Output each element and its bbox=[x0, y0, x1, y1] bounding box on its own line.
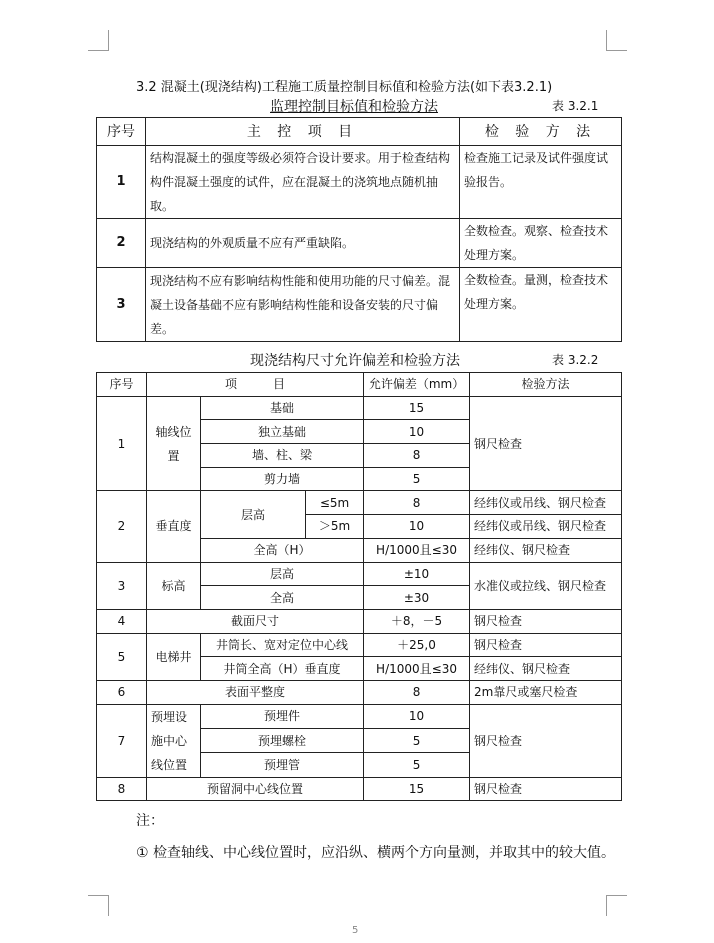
row-no: 2 bbox=[97, 219, 146, 268]
row-method: 经纬仪或吊线、钢尺检查 bbox=[470, 491, 622, 515]
note-item: ① 检查轴线、中心线位置时，应沿纵、横两个方向量测，并取其中的较大值。 bbox=[136, 845, 615, 861]
row-item: 剪力墙 bbox=[201, 467, 364, 491]
row-method: 经纬仪或吊线、钢尺检查 bbox=[470, 515, 622, 539]
row-item: 截面尺寸 bbox=[147, 609, 364, 633]
row-item: 基础 bbox=[201, 396, 364, 420]
row-item: 预埋件 bbox=[201, 704, 364, 728]
header-method: 检验方法 bbox=[470, 373, 622, 397]
row-value: 15 bbox=[364, 777, 470, 801]
corner-mark bbox=[88, 30, 109, 51]
notes-label: 注： bbox=[136, 813, 164, 829]
row-value: H/1000且≤30 bbox=[364, 538, 470, 562]
row-method: 全数检查。观察、检查技术处理方案。 bbox=[460, 219, 622, 268]
row-value: 8 bbox=[364, 680, 470, 704]
row-value: ＋25,0 bbox=[364, 633, 470, 657]
row-value: 8 bbox=[364, 444, 470, 468]
row-no: 2 bbox=[97, 491, 147, 562]
corner-mark bbox=[606, 30, 627, 51]
row-item: 表面平整度 bbox=[147, 680, 364, 704]
row-method: 钢尺检查 bbox=[470, 609, 622, 633]
table-row bbox=[97, 268, 622, 342]
table2-caption: 现浇结构尺寸允许偏差和检验方法 bbox=[250, 353, 460, 369]
row-group: 标高 bbox=[147, 562, 201, 609]
corner-mark bbox=[606, 895, 627, 916]
row-item: 全高 bbox=[201, 586, 364, 610]
row-item: 井筒长、宽对定位中心线 bbox=[201, 633, 364, 657]
table-row bbox=[97, 146, 622, 219]
table1-caption: 监理控制目标值和检验方法 bbox=[270, 99, 438, 115]
row-item: 全高（H） bbox=[201, 538, 364, 562]
row-item: 井筒全高（H）垂直度 bbox=[201, 657, 364, 681]
row-value: 15 bbox=[364, 396, 470, 420]
row-value: 8 bbox=[364, 491, 470, 515]
row-value: 10 bbox=[364, 515, 470, 539]
row-method: 钢尺检查 bbox=[470, 633, 622, 657]
section-title: 3.2 混凝土(现浇结构)工程施工质量控制目标值和检验方法(如下表3.2.1) bbox=[136, 80, 553, 95]
header-item: 主 控 项 目 bbox=[146, 118, 460, 146]
row-value: ＋8，－5 bbox=[364, 609, 470, 633]
row-item: 独立基础 bbox=[201, 420, 364, 444]
row-value: 10 bbox=[364, 420, 470, 444]
row-group: 预埋设施中心线位置 bbox=[147, 704, 201, 777]
header-method: 检 验 方 法 bbox=[460, 118, 622, 146]
row-no: 1 bbox=[97, 146, 146, 219]
row-no: 4 bbox=[97, 609, 147, 633]
row-value: 5 bbox=[364, 753, 470, 777]
row-condition: ＞5m bbox=[306, 515, 364, 539]
table2-label: 表 3.2.2 bbox=[552, 353, 599, 367]
row-item: 墙、柱、梁 bbox=[201, 444, 364, 468]
row-item: 层高 bbox=[201, 562, 364, 586]
row-value: ±10 bbox=[364, 562, 470, 586]
row-value: 5 bbox=[364, 467, 470, 491]
row-item: 结构混凝土的强度等级必须符合设计要求。用于检查结构构件混凝土强度的试件，应在混凝土的浇筑地点随机抽取。 bbox=[146, 146, 460, 219]
row-no: 1 bbox=[97, 396, 147, 491]
row-item: 预埋螺栓 bbox=[201, 728, 364, 752]
table-row bbox=[97, 219, 622, 268]
row-value: ±30 bbox=[364, 586, 470, 610]
header-no: 序号 bbox=[97, 118, 146, 146]
header-item: 项 目 bbox=[147, 373, 364, 397]
page-number: 5 bbox=[352, 925, 359, 936]
row-no: 7 bbox=[97, 704, 147, 777]
quality-control-table bbox=[96, 117, 622, 342]
row-subgroup: 层高 bbox=[201, 491, 306, 538]
header-no: 序号 bbox=[97, 373, 147, 397]
row-item: 预留洞中心线位置 bbox=[147, 777, 364, 801]
corner-mark bbox=[88, 895, 109, 916]
row-method: 钢尺检查 bbox=[470, 396, 622, 491]
row-item: 预埋管 bbox=[201, 753, 364, 777]
tolerance-table bbox=[96, 372, 622, 801]
row-method: 经纬仪、钢尺检查 bbox=[470, 538, 622, 562]
row-value: 10 bbox=[364, 704, 470, 728]
row-method: 经纬仪、钢尺检查 bbox=[470, 657, 622, 681]
row-no: 3 bbox=[97, 268, 146, 342]
row-method: 检查施工记录及试件强度试验报告。 bbox=[460, 146, 622, 219]
row-group: 电梯井 bbox=[147, 633, 201, 680]
row-method: 钢尺检查 bbox=[470, 704, 622, 777]
table1-label: 表 3.2.1 bbox=[552, 99, 599, 113]
row-no: 8 bbox=[97, 777, 147, 801]
row-method: 全数检查。量测，检查技术处理方案。 bbox=[460, 268, 622, 342]
header-tolerance: 允许偏差（mm） bbox=[364, 373, 470, 397]
row-group: 轴线位置 bbox=[147, 396, 201, 491]
row-item: 现浇结构不应有影响结构性能和使用功能的尺寸偏差。混凝土设备基础不应有影响结构性能和设备安装的尺寸偏差。 bbox=[146, 268, 460, 342]
row-item: 现浇结构的外观质量不应有严重缺陷。 bbox=[146, 219, 460, 268]
row-group: 垂直度 bbox=[147, 491, 201, 562]
row-value: 5 bbox=[364, 728, 470, 752]
row-no: 5 bbox=[97, 633, 147, 680]
row-method: 钢尺检查 bbox=[470, 777, 622, 801]
row-no: 6 bbox=[97, 680, 147, 704]
row-condition: ≤5m bbox=[306, 491, 364, 515]
row-no: 3 bbox=[97, 562, 147, 609]
row-value: H/1000且≤30 bbox=[364, 657, 470, 681]
row-method: 水准仪或拉线、钢尺检查 bbox=[470, 562, 622, 609]
row-method: 2m靠尺或塞尺检查 bbox=[470, 680, 622, 704]
